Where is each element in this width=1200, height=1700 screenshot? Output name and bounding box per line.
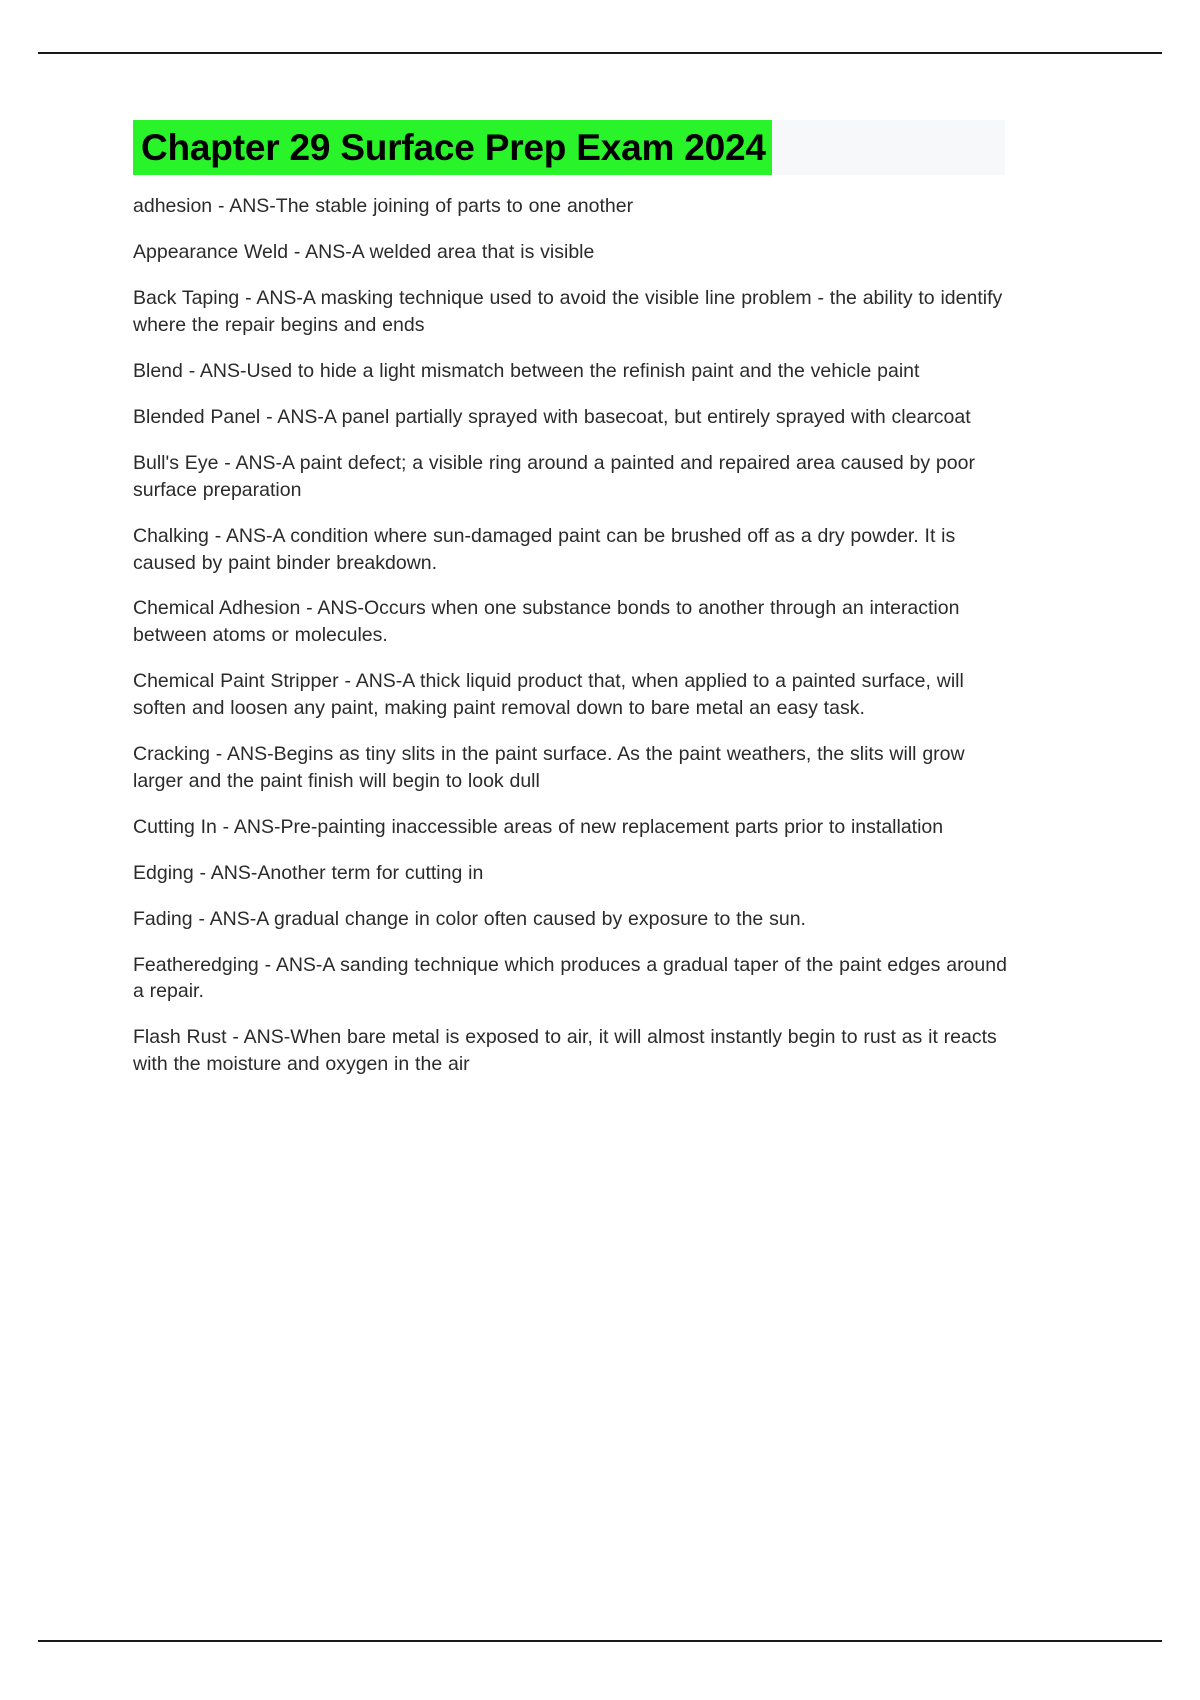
footer-divider xyxy=(38,1640,1162,1642)
glossary-entry: adhesion - ANS-The stable joining of parts to one another xyxy=(133,195,634,218)
glossary-entry: Flash Rust - ANS-When bare metal is exposed to air, it will almost instantly begin to rust as it reacts with the moisture and oxygen in the air xyxy=(133,1026,997,1076)
glossary-entry: Cutting In - ANS-Pre-painting inaccessible areas of new replacement parts prior to installation xyxy=(133,815,944,838)
glossary-entry: Edging - ANS-Another term for cutting in xyxy=(133,861,484,884)
glossary-entry: Chemical Paint Stripper - ANS-A thick liquid product that, when applied to a painted surface, will soften and loosen any paint, making paint removal down to bare metal an easy task. xyxy=(133,670,964,720)
glossary-entry: Blend - ANS-Used to hide a light mismatch between the refinish paint and the vehicle paint xyxy=(133,359,920,382)
glossary-entry: Appearance Weld - ANS-A welded area that is visible xyxy=(133,241,595,264)
page-title-container xyxy=(133,120,1005,175)
page-title: Chapter 29 Surface Prep Exam 2024 xyxy=(133,120,772,175)
glossary-entry: Bull's Eye - ANS-A paint defect; a visible ring around a painted and repaired area caused by poor surface preparation xyxy=(133,451,975,501)
glossary-entry: Fading - ANS-A gradual change in color often caused by exposure to the sun. xyxy=(133,907,806,930)
glossary-entry: Cracking - ANS-Begins as tiny slits in the paint surface. As the paint weathers, the slits will grow larger and the paint finish will begin to look dull xyxy=(133,743,965,792)
glossary-entry: Chemical Adhesion - ANS-Occurs when one substance bonds to another through an interaction between atoms or molecules. xyxy=(133,597,960,647)
glossary-entry: Blended Panel - ANS-A panel partially sprayed with basecoat, but entirely sprayed with clearcoat xyxy=(133,405,971,428)
glossary-entry: Chalking - ANS-A condition where sun-damaged paint can be brushed off as a dry powder. It is caused by paint binder breakdown. xyxy=(133,524,956,574)
glossary-entry: Back Taping - ANS-A masking technique used to avoid the visible line problem - the ability to identify where the repair begins and ends xyxy=(133,287,1003,337)
glossary-entry: Featheredging - ANS-A sanding technique which produces a gradual taper of the paint edges around a repair. xyxy=(133,953,1007,1003)
header-divider xyxy=(38,52,1162,54)
document-content xyxy=(133,120,1013,1078)
